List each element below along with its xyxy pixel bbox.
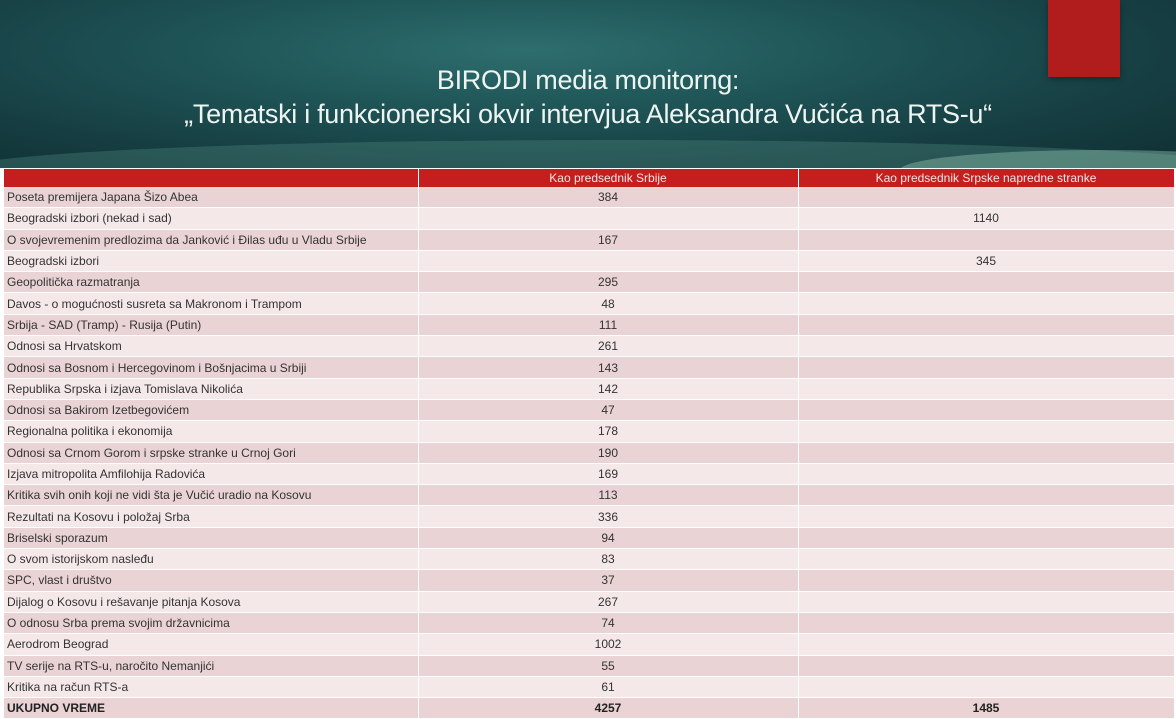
table-row bbox=[4, 208, 1174, 229]
table-row bbox=[4, 570, 1174, 591]
topic-cell: Poseta premijera Japana Šizo Abea bbox=[4, 187, 418, 208]
topic-cell: Briselski sporazum bbox=[4, 527, 418, 548]
topic-cell: Srbija - SAD (Tramp) - Rusija (Putin) bbox=[4, 314, 418, 335]
topic-cell: Geopolitička razmatranja bbox=[4, 272, 418, 293]
president-minutes-cell: 61 bbox=[418, 676, 798, 697]
party-minutes-cell bbox=[798, 336, 1174, 357]
table-row bbox=[4, 250, 1174, 271]
topic-cell: Odnosi sa Crnom Gorom i srpske stranke u Crnoj Gori bbox=[4, 442, 418, 463]
total-president-cell: 4257 bbox=[418, 698, 798, 719]
topic-cell: Izjava mitropolita Amfilohija Radovića bbox=[4, 463, 418, 484]
table-row bbox=[4, 442, 1174, 463]
table-row bbox=[4, 357, 1174, 378]
topic-cell: Odnosi sa Bosnom i Hercegovinom i Bošnjacima u Srbiji bbox=[4, 357, 418, 378]
table-row bbox=[4, 378, 1174, 399]
party-minutes-cell bbox=[798, 506, 1174, 527]
topic-cell: Odnosi sa Bakirom Izetbegovićem bbox=[4, 399, 418, 420]
table-row bbox=[4, 421, 1174, 442]
topic-cell: Kritika svih onih koji ne vidi šta je Vučić uradio na Kosovu bbox=[4, 485, 418, 506]
header-topic bbox=[4, 169, 418, 187]
party-minutes-cell bbox=[798, 676, 1174, 697]
party-minutes-cell bbox=[798, 549, 1174, 570]
president-minutes-cell: 143 bbox=[418, 357, 798, 378]
table-row bbox=[4, 634, 1174, 655]
president-minutes-cell: 295 bbox=[418, 272, 798, 293]
table-row bbox=[4, 399, 1174, 420]
president-minutes-cell: 336 bbox=[418, 506, 798, 527]
slide-title-line1: BIRODI media monitorng: bbox=[436, 65, 740, 95]
president-minutes-cell: 55 bbox=[418, 655, 798, 676]
topic-cell: Kritika na račun RTS-a bbox=[4, 676, 418, 697]
president-minutes-cell: 37 bbox=[418, 570, 798, 591]
president-minutes-cell: 1002 bbox=[418, 634, 798, 655]
topic-cell: O svom istorijskom nasleđu bbox=[4, 549, 418, 570]
topic-cell: Odnosi sa Hrvatskom bbox=[4, 336, 418, 357]
party-minutes-cell bbox=[798, 399, 1174, 420]
header-as-president: Kao predsednik Srbije bbox=[418, 169, 798, 187]
president-minutes-cell: 261 bbox=[418, 336, 798, 357]
party-minutes-cell bbox=[798, 655, 1174, 676]
president-minutes-cell: 83 bbox=[418, 549, 798, 570]
party-minutes-cell bbox=[798, 442, 1174, 463]
topic-cell: O odnosu Srba prema svojim državnicima bbox=[4, 612, 418, 633]
party-minutes-cell bbox=[798, 272, 1174, 293]
table-row bbox=[4, 272, 1174, 293]
president-minutes-cell: 94 bbox=[418, 527, 798, 548]
party-minutes-cell: 1140 bbox=[798, 208, 1174, 229]
topic-cell: Regionalna politika i ekonomija bbox=[4, 421, 418, 442]
president-minutes-cell: 111 bbox=[418, 314, 798, 335]
total-label-cell: UKUPNO VREME bbox=[4, 698, 418, 719]
topic-cell: O svojevremenim predlozima da Janković i Đilas uđu u Vladu Srbije bbox=[4, 229, 418, 250]
party-minutes-cell bbox=[798, 187, 1174, 208]
table-row bbox=[4, 463, 1174, 484]
party-minutes-cell bbox=[798, 314, 1174, 335]
table-row bbox=[4, 549, 1174, 570]
topic-cell: Republika Srpska i izjava Tomislava Nikolića bbox=[4, 378, 418, 399]
topic-cell: SPC, vlast i društvo bbox=[4, 570, 418, 591]
party-minutes-cell bbox=[798, 485, 1174, 506]
party-minutes-cell bbox=[798, 527, 1174, 548]
president-minutes-cell: 74 bbox=[418, 612, 798, 633]
interview-topics-table bbox=[4, 169, 1175, 719]
table-row bbox=[4, 676, 1174, 697]
party-minutes-cell bbox=[798, 463, 1174, 484]
topic-cell: Beogradski izbori bbox=[4, 250, 418, 271]
topic-cell: Dijalog o Kosovu i rešavanje pitanja Kosova bbox=[4, 591, 418, 612]
president-minutes-cell: 48 bbox=[418, 293, 798, 314]
president-minutes-cell: 113 bbox=[418, 485, 798, 506]
topic-cell: Aerodrom Beograd bbox=[4, 634, 418, 655]
table-row bbox=[4, 655, 1174, 676]
table-row bbox=[4, 527, 1174, 548]
president-minutes-cell: 267 bbox=[418, 591, 798, 612]
slide-title bbox=[0, 63, 1176, 131]
topic-cell: Beogradski izbori (nekad i sad) bbox=[4, 208, 418, 229]
party-minutes-cell bbox=[798, 612, 1174, 633]
table-row bbox=[4, 591, 1174, 612]
party-minutes-cell bbox=[798, 421, 1174, 442]
president-minutes-cell: 190 bbox=[418, 442, 798, 463]
header-as-party-president: Kao predsednik Srpske napredne stranke bbox=[798, 169, 1174, 187]
table-row bbox=[4, 612, 1174, 633]
party-minutes-cell bbox=[798, 293, 1174, 314]
president-minutes-cell: 169 bbox=[418, 463, 798, 484]
table-row bbox=[4, 229, 1174, 250]
party-minutes-cell bbox=[798, 570, 1174, 591]
slide-title-line2: „Tematski i funkcionerski okvir intervjua Aleksandra Vučića na RTS-u“ bbox=[184, 99, 992, 129]
table-row bbox=[4, 314, 1174, 335]
party-minutes-cell bbox=[798, 378, 1174, 399]
table-row bbox=[4, 187, 1174, 208]
topic-cell: Davos - o mogućnosti susreta sa Makronom i Trampom bbox=[4, 293, 418, 314]
table-row bbox=[4, 293, 1174, 314]
president-minutes-cell: 167 bbox=[418, 229, 798, 250]
president-minutes-cell bbox=[418, 250, 798, 271]
total-row bbox=[4, 698, 1174, 719]
party-minutes-cell bbox=[798, 634, 1174, 655]
president-minutes-cell: 47 bbox=[418, 399, 798, 420]
president-minutes-cell bbox=[418, 208, 798, 229]
table-row bbox=[4, 336, 1174, 357]
table-row bbox=[4, 485, 1174, 506]
party-minutes-cell bbox=[798, 357, 1174, 378]
total-party-cell: 1485 bbox=[798, 698, 1174, 719]
president-minutes-cell: 178 bbox=[418, 421, 798, 442]
topic-cell: Rezultati na Kosovu i položaj Srba bbox=[4, 506, 418, 527]
party-minutes-cell: 345 bbox=[798, 250, 1174, 271]
table-header-row bbox=[4, 169, 1174, 187]
president-minutes-cell: 142 bbox=[418, 378, 798, 399]
table-row bbox=[4, 506, 1174, 527]
president-minutes-cell: 384 bbox=[418, 187, 798, 208]
party-minutes-cell bbox=[798, 229, 1174, 250]
topic-cell: TV serije na RTS-u, naročito Nemanjići bbox=[4, 655, 418, 676]
party-minutes-cell bbox=[798, 591, 1174, 612]
